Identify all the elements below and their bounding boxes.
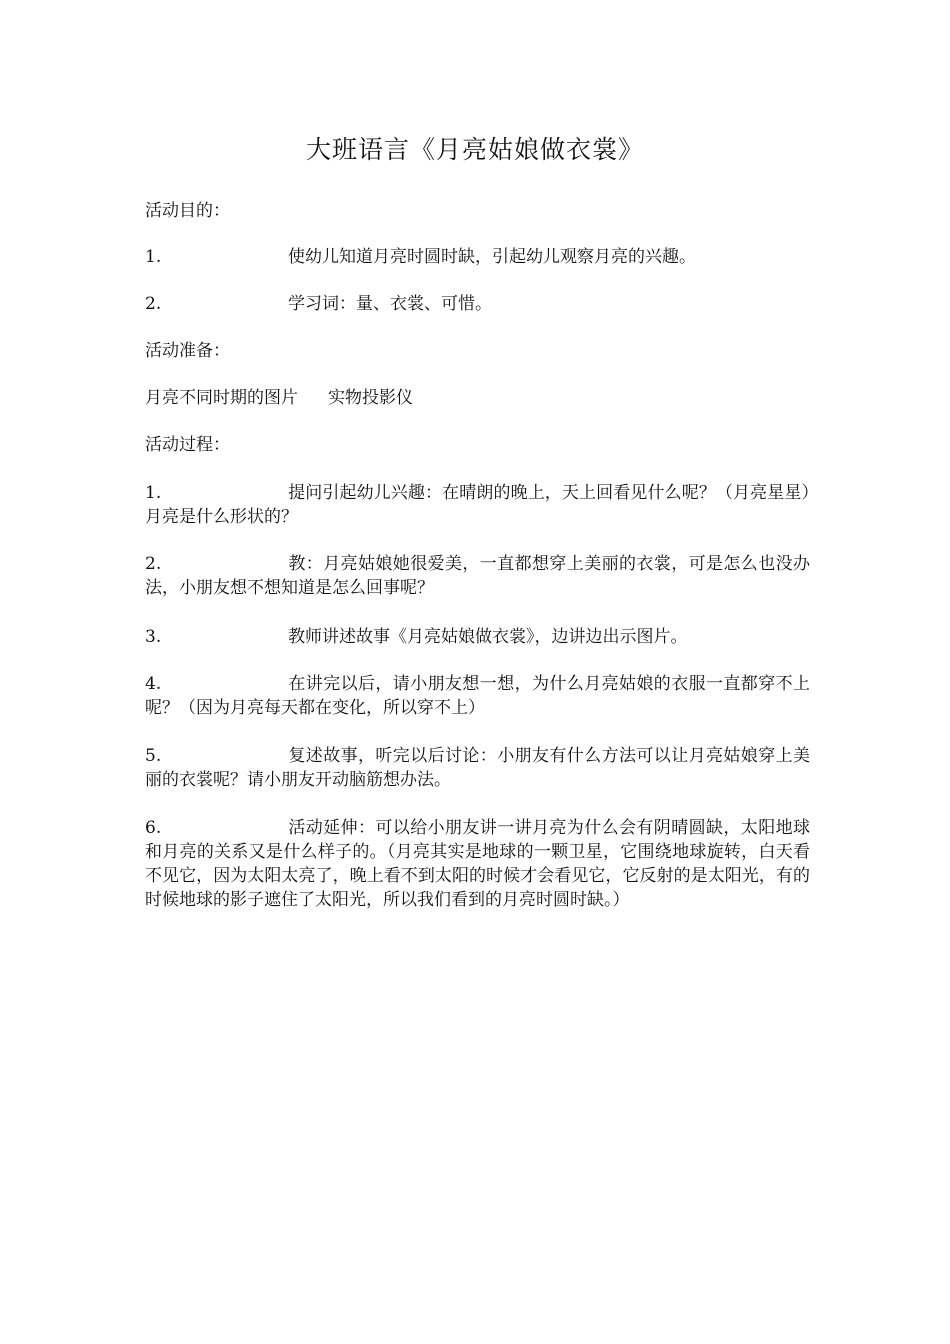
process-item-6: [145, 816, 810, 912]
process-number: 1.: [145, 483, 162, 503]
prep-item: 实物投影仪: [328, 388, 413, 408]
prep-heading: 活动准备：: [145, 341, 230, 361]
process-text: 教师讲述故事《月亮姑娘做衣裳》，边讲边出示图片。: [288, 627, 688, 647]
process-text: 活动延伸：可以给小朋友讲一讲月亮为什么会有阴晴圆缺，太阳地球和月亮的关系又是什么样子的。（月亮其实是地球的一颗卫星，它围绕地球旋转，白天看不见它，因为太阳太亮了，晚上看不到太阳的时候才会看见它，它反射的是太阳光，有的时候地球的影子遮住了太阳光，所以我们看到的月亮时圆时缺。）: [145, 818, 810, 910]
process-number: 6.: [145, 818, 162, 838]
document-title: 大班语言《月亮姑娘做衣裳》: [305, 135, 644, 164]
goal-item-2: [145, 292, 810, 316]
process-item-4: [145, 672, 810, 720]
process-text: 复述故事，听完以后讨论：小朋友有什么方法可以让月亮姑娘穿上美丽的衣裳呢？请小朋友开动脑筋想办法。: [145, 746, 810, 790]
process-item-3: [145, 625, 810, 649]
process-item-5: [145, 744, 810, 792]
process-item-2: [145, 552, 810, 600]
goal-item-1: [145, 245, 810, 269]
goal-number: 2.: [145, 294, 162, 314]
goal-text: 使幼儿知道月亮时圆时缺，引起幼儿观察月亮的兴趣。: [288, 247, 696, 267]
process-number: 5.: [145, 746, 162, 766]
process-text: 提问引起幼儿兴趣：在晴朗的晚上，天上回看见什么呢？（月亮星星）月亮是什么形状的？: [145, 483, 810, 527]
process-number: 2.: [145, 554, 162, 574]
prep-items: [145, 386, 413, 410]
process-number: 4.: [145, 674, 162, 694]
goals-heading: 活动目的：: [145, 201, 230, 221]
process-text: 在讲完以后，请小朋友想一想，为什么月亮姑娘的衣服一直都穿不上呢？（因为月亮每天都在变化，所以穿不上）: [145, 674, 810, 718]
goal-text: 学习词：量、衣裳、可惜。: [288, 294, 492, 314]
process-text: 教：月亮姑娘她很爱美，一直都想穿上美丽的衣裳，可是怎么也没办法，小朋友想不想知道是怎么回事呢？: [145, 554, 810, 598]
process-number: 3.: [145, 627, 162, 647]
goal-number: 1.: [145, 247, 162, 267]
process-item-1: [145, 481, 810, 529]
prep-item: 月亮不同时期的图片: [145, 388, 298, 408]
process-heading: 活动过程：: [145, 435, 230, 455]
